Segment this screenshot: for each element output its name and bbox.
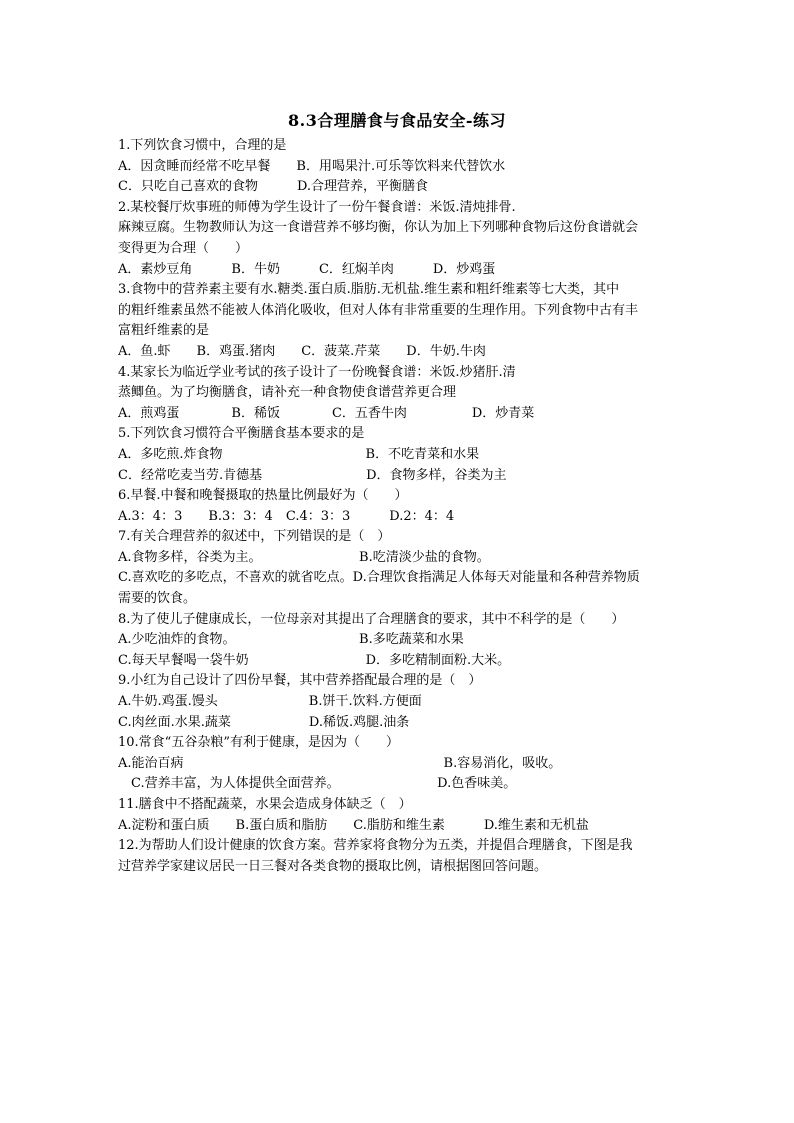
text-line: 的粗纤维素虽然不能被人体消化吸收，但对人体有非常重要的生理作用。下列食物中古有丰 (118, 302, 639, 318)
text-line: 12.为帮助人们设计健康的饮食方案。营养家将食物分为五类，并提倡合理膳食，下图是我 (118, 838, 633, 854)
text-line: 蒸鲫鱼。为了均衡膳食，请补充一种食物使食谱营养更合理 (118, 385, 457, 401)
text-line: 8.为了使儿子健康成长，一位母亲对其提出了合理膳食的要求，其中不科学的是（ ） (118, 611, 625, 627)
text-line: A.3：4：3 B.3：3：4 C.4：3：3 D.2：4：4 (118, 508, 455, 524)
text-line: A.食物多样，谷类为主。 B.吃清淡少盐的食物。 (118, 549, 490, 565)
text-line: A.少吃油炸的食物。 B.多吃蔬菜和水果 (118, 632, 464, 648)
text-line: 需要的饮食。 (118, 591, 197, 607)
text-line: A.能治百病 B.容易消化，吸收。 (118, 755, 562, 771)
text-line: C.营养丰富，为人体提供全面营养。 D.色香味美。 (118, 776, 517, 792)
text-line: 麻辣豆腐。生物教师认为这一食谱营养不够均衡，你认为加上下列哪种食物后这份食谱就会 (118, 220, 639, 236)
exercise-content (118, 136, 684, 877)
text-line: 7.有关合理营养的叙述中，下列错误的是（ ） (118, 529, 391, 545)
text-line: 10.常食“五谷杂粮”有利于健康，是因为（ ） (118, 735, 399, 751)
text-line: A．素炒豆角 B．牛奶 C．红焖羊肉 D．炒鸡蛋 (118, 261, 496, 277)
text-line: 11.膳食中不搭配蔬菜，水果会造成身体缺乏（ ） (118, 797, 412, 812)
text-line: C.肉丝面.水果.蔬菜 D.稀饭.鸡腿.油条 (118, 714, 410, 730)
text-line: C．只吃自己喜欢的食物 D.合理营养，平衡膳食 (118, 179, 429, 195)
text-line: 5.下列饮食习惯符合平衡膳食基本要求的是 (118, 426, 365, 442)
text-line: A.牛奶.鸡蛋.馒头 B.饼干.饮料.方便面 (118, 694, 422, 710)
text-line: 9.小红为自己设计了四份早餐，其中营养搭配最合理的是（ ） (118, 673, 482, 689)
page-title: 8.3合理膳食与食品安全-练习 (288, 111, 506, 130)
text-line: 1.下列饮食习惯中，合理的是 (118, 138, 287, 153)
text-line: 变得更为合理（ ） (118, 240, 249, 256)
text-line: A．多吃煎.炸食物 B．不吃青菜和水果 (118, 446, 480, 462)
text-line: C.每天早餐喝一袋牛奶 D．多吃精制面粉.大米。 (118, 652, 511, 668)
text-line: 6.早餐.中餐和晚餐摄取的热量比例最好为（ ） (118, 488, 408, 504)
text-line: 3.食物中的营养素主要有水.糖类.蛋白质.脂肪.无机盐.维生素和粗纤维素等七大类，其中 (118, 282, 620, 298)
text-line: C.喜欢吃的多吃点，不喜欢的就省吃点。D.合理饮食指满足人体每天对能量和各种营养物质 (118, 570, 640, 586)
text-line: A.淀粉和蛋白质 B.蛋白质和脂肪 C.脂肪和维生素 D.维生素和无机盐 (118, 817, 589, 833)
text-line: 富粗纤维素的是 (118, 323, 210, 339)
text-line: 4.某家长为临近学业考试的孩子设计了一份晚餐食谱：米饭.炒猪肝.清 (118, 364, 516, 380)
text-line: C．经常吃麦当劳.肯德基 D．食物多样，谷类为主 (118, 467, 507, 483)
text-line: 过营养学家建议居民一日三餐对各类食物的摄取比例，请根据图回答问题。 (118, 858, 548, 874)
text-line: A．鱼.虾 B．鸡蛋.猪肉 C．菠菜.芹菜 D．牛奶.牛肉 (118, 343, 486, 359)
text-line: A．煎鸡蛋 B．稀饭 C．五香牛肉 D．炒青菜 (118, 405, 535, 421)
text-line: 2.某校餐厅炊事班的师傅为学生设计了一份午餐食谱：米饭.清炖排骨. (118, 199, 516, 215)
text-line: A．因贪睡而经常不吃早餐 B．用喝果汁.可乐等饮料来代替饮水 (118, 158, 506, 174)
